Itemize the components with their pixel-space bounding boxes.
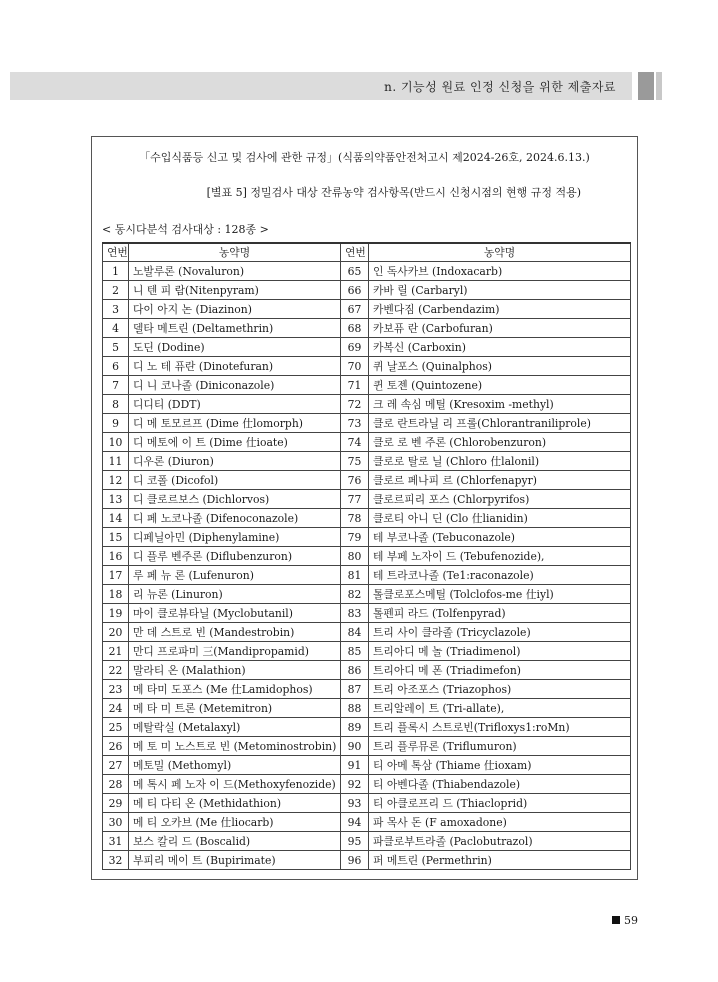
header-tab-marker xyxy=(638,72,654,100)
table-row xyxy=(103,528,631,547)
cell-no-right: 77 xyxy=(341,490,369,509)
table-header-row xyxy=(103,243,631,262)
cell-name-left: 디 메토에 이 트 (Dime 仕ioate) xyxy=(129,433,341,452)
cell-no-right: 66 xyxy=(341,281,369,300)
cell-name-left: 델타 메트린 (Deltamethrin) xyxy=(129,319,341,338)
cell-name-right: 파클로부트라졸 (Paclobutrazol) xyxy=(369,832,631,851)
cell-no-right: 70 xyxy=(341,357,369,376)
cell-no-left: 20 xyxy=(103,623,129,642)
table-row xyxy=(103,281,631,300)
cell-no-left: 13 xyxy=(103,490,129,509)
cell-name-right: 클로티 아니 딘 (Clo 仕lianidin) xyxy=(369,509,631,528)
cell-name-right: 트리 사이 클라졸 (Tricyclazole) xyxy=(369,623,631,642)
cell-no-left: 4 xyxy=(103,319,129,338)
table-row xyxy=(103,490,631,509)
cell-no-left: 27 xyxy=(103,756,129,775)
table-row xyxy=(103,851,631,870)
cell-name-left: 디우론 (Diuron) xyxy=(129,452,341,471)
table-row xyxy=(103,509,631,528)
table-row xyxy=(103,680,631,699)
cell-no-left: 10 xyxy=(103,433,129,452)
cell-no-left: 14 xyxy=(103,509,129,528)
cell-name-right: 클로르피리 포스 (Chlorpyrifos) xyxy=(369,490,631,509)
cell-no-right: 95 xyxy=(341,832,369,851)
cell-no-left: 22 xyxy=(103,661,129,680)
table-body xyxy=(103,262,631,870)
cell-no-left: 32 xyxy=(103,851,129,870)
cell-name-left: 메 타 미 트론 (Metemitron) xyxy=(129,699,341,718)
cell-no-right: 75 xyxy=(341,452,369,471)
cell-name-right: 클로 로 벤 주론 (Chlorobenzuron) xyxy=(369,433,631,452)
chapter-header-bar xyxy=(10,72,632,100)
table-row xyxy=(103,338,631,357)
pesticide-table xyxy=(102,242,631,870)
table-row xyxy=(103,452,631,471)
cell-no-left: 26 xyxy=(103,737,129,756)
table-row xyxy=(103,433,631,452)
cell-name-left: 마이 클로뷰타닐 (Myclobutanil) xyxy=(129,604,341,623)
table-row xyxy=(103,794,631,813)
cell-name-right: 트리알레이 트 (Tri-allate), xyxy=(369,699,631,718)
cell-no-right: 90 xyxy=(341,737,369,756)
table-row xyxy=(103,585,631,604)
table-row xyxy=(103,319,631,338)
cell-name-left: 디 코폴 (Dicofol) xyxy=(129,471,341,490)
header-tab-marker-light xyxy=(656,72,662,100)
table-row xyxy=(103,547,631,566)
cell-name-left: 디 페 노코나졸 (Difenoconazole) xyxy=(129,509,341,528)
cell-no-left: 7 xyxy=(103,376,129,395)
table-row xyxy=(103,642,631,661)
table-row xyxy=(103,566,631,585)
cell-no-right: 86 xyxy=(341,661,369,680)
cell-name-left: 만 데 스트로 빈 (Mandestrobin) xyxy=(129,623,341,642)
cell-no-right: 65 xyxy=(341,262,369,281)
header-name-left: 농약명 xyxy=(129,243,341,262)
cell-no-left: 30 xyxy=(103,813,129,832)
cell-name-left: 디디티 (DDT) xyxy=(129,395,341,414)
cell-no-left: 23 xyxy=(103,680,129,699)
cell-name-right: 인 독사카브 (Indoxacarb) xyxy=(369,262,631,281)
cell-name-left: 보스 칼리 드 (Boscalid) xyxy=(129,832,341,851)
table-subtitle: < 동시다분석 검사대상 : 128종 > xyxy=(102,223,269,236)
cell-no-left: 8 xyxy=(103,395,129,414)
cell-name-right: 티 아클로프리 드 (Thiacloprid) xyxy=(369,794,631,813)
cell-name-left: 디페닐아민 (Diphenylamine) xyxy=(129,528,341,547)
cell-no-right: 67 xyxy=(341,300,369,319)
cell-no-right: 81 xyxy=(341,566,369,585)
cell-no-right: 72 xyxy=(341,395,369,414)
cell-no-right: 89 xyxy=(341,718,369,737)
cell-name-left: 디 노 테 퓨란 (Dinotefuran) xyxy=(129,357,341,376)
cell-name-left: 메 티 다티 온 (Methidathion) xyxy=(129,794,341,813)
cell-no-left: 25 xyxy=(103,718,129,737)
cell-name-right: 톨클로포스메틸 (Tolclofos-me 仕iyl) xyxy=(369,585,631,604)
cell-no-right: 74 xyxy=(341,433,369,452)
cell-name-right: 파 목사 돈 (F amoxadone) xyxy=(369,813,631,832)
cell-no-right: 88 xyxy=(341,699,369,718)
table-row xyxy=(103,756,631,775)
table-row xyxy=(103,775,631,794)
cell-no-left: 3 xyxy=(103,300,129,319)
table-row xyxy=(103,699,631,718)
cell-name-left: 메토밀 (Methomyl) xyxy=(129,756,341,775)
cell-name-right: 퀸 토젠 (Quintozene) xyxy=(369,376,631,395)
annex-title: [별표 5] 정밀검사 대상 잔류농약 검사항목(반드시 신청시점의 현행 규정 적용) xyxy=(206,186,581,199)
cell-name-left: 메 타미 도포스 (Me 仕Lamidophos) xyxy=(129,680,341,699)
cell-no-right: 82 xyxy=(341,585,369,604)
cell-no-left: 11 xyxy=(103,452,129,471)
cell-no-right: 93 xyxy=(341,794,369,813)
cell-name-left: 메 토 미 노스트로 빈 (Metominostrobin) xyxy=(129,737,341,756)
cell-name-right: 테 부페 노자이 드 (Tebufenozide), xyxy=(369,547,631,566)
page-marker-square xyxy=(612,916,620,924)
cell-name-right: 트리아디 메 놀 (Triadimenol) xyxy=(369,642,631,661)
cell-name-left: 리 뉴론 (Linuron) xyxy=(129,585,341,604)
page-number xyxy=(612,914,638,927)
cell-name-left: 디 메 토모르프 (Dime 仕lomorph) xyxy=(129,414,341,433)
cell-no-left: 5 xyxy=(103,338,129,357)
cell-name-right: 클로 란트라닐 리 프롤(Chlorantraniliprole) xyxy=(369,414,631,433)
cell-no-left: 2 xyxy=(103,281,129,300)
cell-name-right: 퀴 날포스 (Quinalphos) xyxy=(369,357,631,376)
cell-no-right: 69 xyxy=(341,338,369,357)
cell-no-right: 94 xyxy=(341,813,369,832)
cell-name-right: 카바 릴 (Carbaryl) xyxy=(369,281,631,300)
cell-no-left: 31 xyxy=(103,832,129,851)
regulation-reference: 「수입식품등 신고 및 검사에 관한 규정」(식품의약품안전처고시 제2024-26호, 2024.6.13.) xyxy=(139,151,590,164)
chapter-title: n. 기능성 원료 인정 신청을 위한 제출자료 xyxy=(384,80,616,94)
cell-name-right: 트리 아조포스 (Triazophos) xyxy=(369,680,631,699)
cell-no-left: 18 xyxy=(103,585,129,604)
cell-name-right: 테 트라코나졸 (Te1:raconazole) xyxy=(369,566,631,585)
cell-no-right: 85 xyxy=(341,642,369,661)
cell-name-left: 니 텐 피 람(Nitenpyram) xyxy=(129,281,341,300)
cell-name-left: 루 페 뉴 론 (Lufenuron) xyxy=(129,566,341,585)
cell-no-right: 83 xyxy=(341,604,369,623)
cell-name-left: 부피리 메이 트 (Bupirimate) xyxy=(129,851,341,870)
cell-name-left: 도딘 (Dodine) xyxy=(129,338,341,357)
cell-no-left: 1 xyxy=(103,262,129,281)
table-row xyxy=(103,718,631,737)
cell-no-right: 76 xyxy=(341,471,369,490)
cell-name-right: 트리 플록시 스트로빈(Trifloxys1:roMn) xyxy=(369,718,631,737)
table-row xyxy=(103,623,631,642)
cell-no-right: 84 xyxy=(341,623,369,642)
cell-name-left: 메 티 오카브 (Me 仕liocarb) xyxy=(129,813,341,832)
table-row xyxy=(103,414,631,433)
cell-name-right: 카복신 (Carboxin) xyxy=(369,338,631,357)
cell-no-left: 16 xyxy=(103,547,129,566)
page-number-text: 59 xyxy=(624,914,638,927)
cell-name-right: 트리아디 메 폰 (Triadimefon) xyxy=(369,661,631,680)
cell-no-right: 91 xyxy=(341,756,369,775)
cell-no-right: 80 xyxy=(341,547,369,566)
cell-no-left: 15 xyxy=(103,528,129,547)
table-row xyxy=(103,813,631,832)
header-no-right: 연번 xyxy=(341,243,369,262)
table-row xyxy=(103,262,631,281)
cell-name-left: 다이 아지 논 (Diazinon) xyxy=(129,300,341,319)
cell-name-left: 말라티 온 (Malathion) xyxy=(129,661,341,680)
cell-name-left: 디 니 코나졸 (Diniconazole) xyxy=(129,376,341,395)
cell-name-right: 테 부코나졸 (Tebuconazole) xyxy=(369,528,631,547)
cell-no-right: 78 xyxy=(341,509,369,528)
table-row xyxy=(103,300,631,319)
cell-no-left: 21 xyxy=(103,642,129,661)
cell-name-right: 퍼 메트린 (Permethrin) xyxy=(369,851,631,870)
cell-name-left: 메탈락실 (Metalaxyl) xyxy=(129,718,341,737)
cell-name-left: 노발루론 (Novaluron) xyxy=(129,262,341,281)
table-row xyxy=(103,737,631,756)
header-name-right: 농약명 xyxy=(369,243,631,262)
cell-no-right: 79 xyxy=(341,528,369,547)
cell-no-right: 73 xyxy=(341,414,369,433)
cell-no-right: 96 xyxy=(341,851,369,870)
table-row xyxy=(103,604,631,623)
header-no-left: 연번 xyxy=(103,243,129,262)
cell-no-left: 12 xyxy=(103,471,129,490)
table-row xyxy=(103,471,631,490)
cell-no-right: 87 xyxy=(341,680,369,699)
cell-no-left: 24 xyxy=(103,699,129,718)
cell-no-left: 17 xyxy=(103,566,129,585)
cell-name-right: 카벤다짐 (Carbendazim) xyxy=(369,300,631,319)
cell-name-left: 디 클로르보스 (Dichlorvos) xyxy=(129,490,341,509)
cell-no-left: 28 xyxy=(103,775,129,794)
table-row xyxy=(103,357,631,376)
regulation-box xyxy=(91,136,638,880)
cell-no-left: 29 xyxy=(103,794,129,813)
cell-no-right: 68 xyxy=(341,319,369,338)
cell-no-left: 9 xyxy=(103,414,129,433)
table-row xyxy=(103,832,631,851)
cell-name-left: 디 플루 벤주론 (Diflubenzuron) xyxy=(129,547,341,566)
cell-name-right: 클로로 탈로 닐 (Chloro 仕lalonil) xyxy=(369,452,631,471)
cell-no-right: 92 xyxy=(341,775,369,794)
cell-name-right: 카보퓨 란 (Carbofuran) xyxy=(369,319,631,338)
cell-name-right: 트리 플루뮤론 (Triflumuron) xyxy=(369,737,631,756)
cell-name-right: 티 아벤다졸 (Thiabendazole) xyxy=(369,775,631,794)
cell-name-right: 톨펜피 라드 (Tolfenpyrad) xyxy=(369,604,631,623)
cell-no-left: 6 xyxy=(103,357,129,376)
cell-name-right: 크 레 속심 메틸 (Kresoxim -methyl) xyxy=(369,395,631,414)
cell-no-left: 19 xyxy=(103,604,129,623)
table-row xyxy=(103,395,631,414)
table-row xyxy=(103,376,631,395)
cell-name-left: 메 톡시 페 노자 이 드(Methoxyfenozide) xyxy=(129,775,341,794)
table-row xyxy=(103,661,631,680)
cell-name-right: 클로르 페나피 르 (Chlorfenapyr) xyxy=(369,471,631,490)
cell-no-right: 71 xyxy=(341,376,369,395)
cell-name-right: 티 아메 톡삼 (Thiame 仕ioxam) xyxy=(369,756,631,775)
cell-name-left: 만디 프로파미 三(Mandipropamid) xyxy=(129,642,341,661)
